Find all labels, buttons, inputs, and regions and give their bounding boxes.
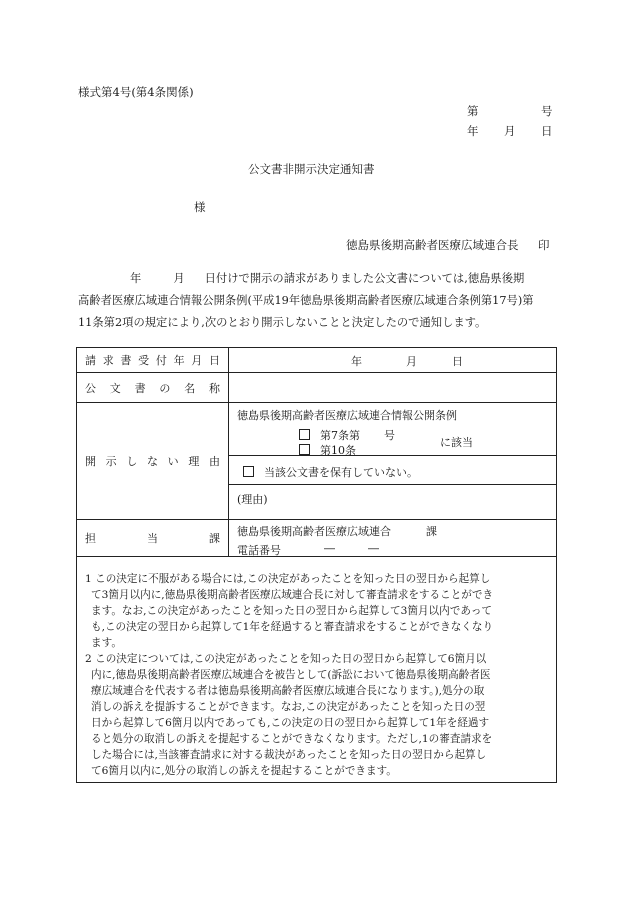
note-line-9: 消しの訴えを提訴することができます。なお,この決定があったことを知った日の翌 [91,701,486,713]
article7-checkbox[interactable] [299,429,310,440]
reason-note-label: (理由) [237,493,268,506]
note-line-6: 2 この決定については,この決定があったことを知った日の翌日から起算して6箇月以 [85,653,487,665]
row-document-name [77,373,557,403]
note-line-10: 日から起算して6箇月以内であっても,この決定の日の翌日から起算して1年を経過す [91,717,490,729]
number-suffix: 号 [541,104,553,118]
intro-line-2: 高齢者医療広域連合情報公開条例(平成19年徳島県後期高齢者医療広域連合条例第17号)第 [78,294,534,307]
received-day: 日 [452,355,463,368]
row-reason [77,403,557,456]
article7-suffix: 号 [384,429,395,442]
reason-ordinance-cell [229,403,557,456]
phone-separator-2: ― [368,542,379,555]
not-held-text: 当該公文書を保有していない。 [264,466,418,479]
note-line-13: て6箇月以内に,処分の取消しの訴えを提起することができます。 [91,765,397,777]
phone-label: 電話番号 [237,544,281,557]
note-line-4: も,この決定の翌日から起算して1年を経過すると審査請求をすることができなくなり [91,621,494,633]
date-year: 年 [467,124,479,138]
section-dept-suffix: 課 [426,525,437,538]
article10-checkbox[interactable] [299,444,310,455]
note-line-12: した場合には,当該審査請求に対する裁決があったことを知った日の翌日から起算し [91,749,487,761]
received-month: 月 [406,355,417,368]
section-cell [229,520,557,557]
date-month: 月 [504,124,516,138]
note-line-5: ます。 [91,637,122,649]
reason-label: 開示しない理由 [77,403,229,520]
article10-text: 第10条 [320,444,356,457]
document-title: 公文書非開示決定通知書 [248,162,375,176]
intro-line-3: 11条第2項の規定により,次のとおり開示しないことと決定したので通知します。 [78,316,487,329]
date-day: 日 [541,124,553,138]
number-prefix: 第 [467,104,479,118]
ordinance-name: 徳島県後期高齢者医療広域連合情報公開条例 [237,409,457,422]
addressee-suffix: 様 [194,200,206,214]
received-date-label: 請求書受付年月日 [77,348,229,373]
form-reference: 様式第4号(第4条関係) [78,85,194,99]
document-name-value [229,373,557,403]
intro-month: 月 [173,272,185,285]
document-name-label: 公文書の名称 [77,373,229,403]
row-section [77,520,557,557]
option-article7 [299,427,395,443]
reason-note-cell [229,485,557,520]
decision-table [76,347,557,557]
article7-prefix: 第7条第 [320,429,360,442]
intro-paragraph [78,268,554,334]
not-held-cell [229,456,557,485]
note-line-7: 内に,徳島県後期高齢者医療広域連合を被告として(訴訟において徳島県後期高齢者医 [91,669,491,681]
received-year: 年 [351,355,362,368]
section-org: 徳島県後期高齢者医療広域連合 [237,525,391,538]
not-held-option [243,464,418,480]
note-line-2: て3箇月以内に,徳島県後期高齢者医療広域連合長に対して審査請求をすることができ [91,589,494,601]
note-line-11: ると処分の取消しの訴えを提起することができなくなります。ただし,1の審査請求を [91,733,493,745]
received-date-value [229,348,557,373]
sender-name: 徳島県後期高齢者医療広域連合長 [346,238,519,252]
intro-line-1-text: 日付けで開示の請求がありました公文書については,徳島県後期 [204,272,525,285]
intro-year: 年 [130,272,142,285]
not-held-checkbox[interactable] [243,466,254,477]
note-line-8: 療広域連合を代表する者は徳島県後期高齢者医療広域連合長になります。),処分の取 [91,685,485,697]
notes-box [76,556,557,783]
note-line-1: 1 この決定に不服がある場合には,この決定があったことを知った日の翌日から起算し [85,573,491,585]
phone-separator-1: ― [324,542,335,555]
seal-mark: 印 [538,238,550,252]
section-label: 担当課 [77,520,229,557]
note-line-3: ます。なお,この決定があったことを知った日の翌日から起算して3箇月以内であって [91,605,493,617]
row-received-date [77,348,557,373]
applies-text: に該当 [440,436,473,449]
intro-line-1 [78,268,554,290]
